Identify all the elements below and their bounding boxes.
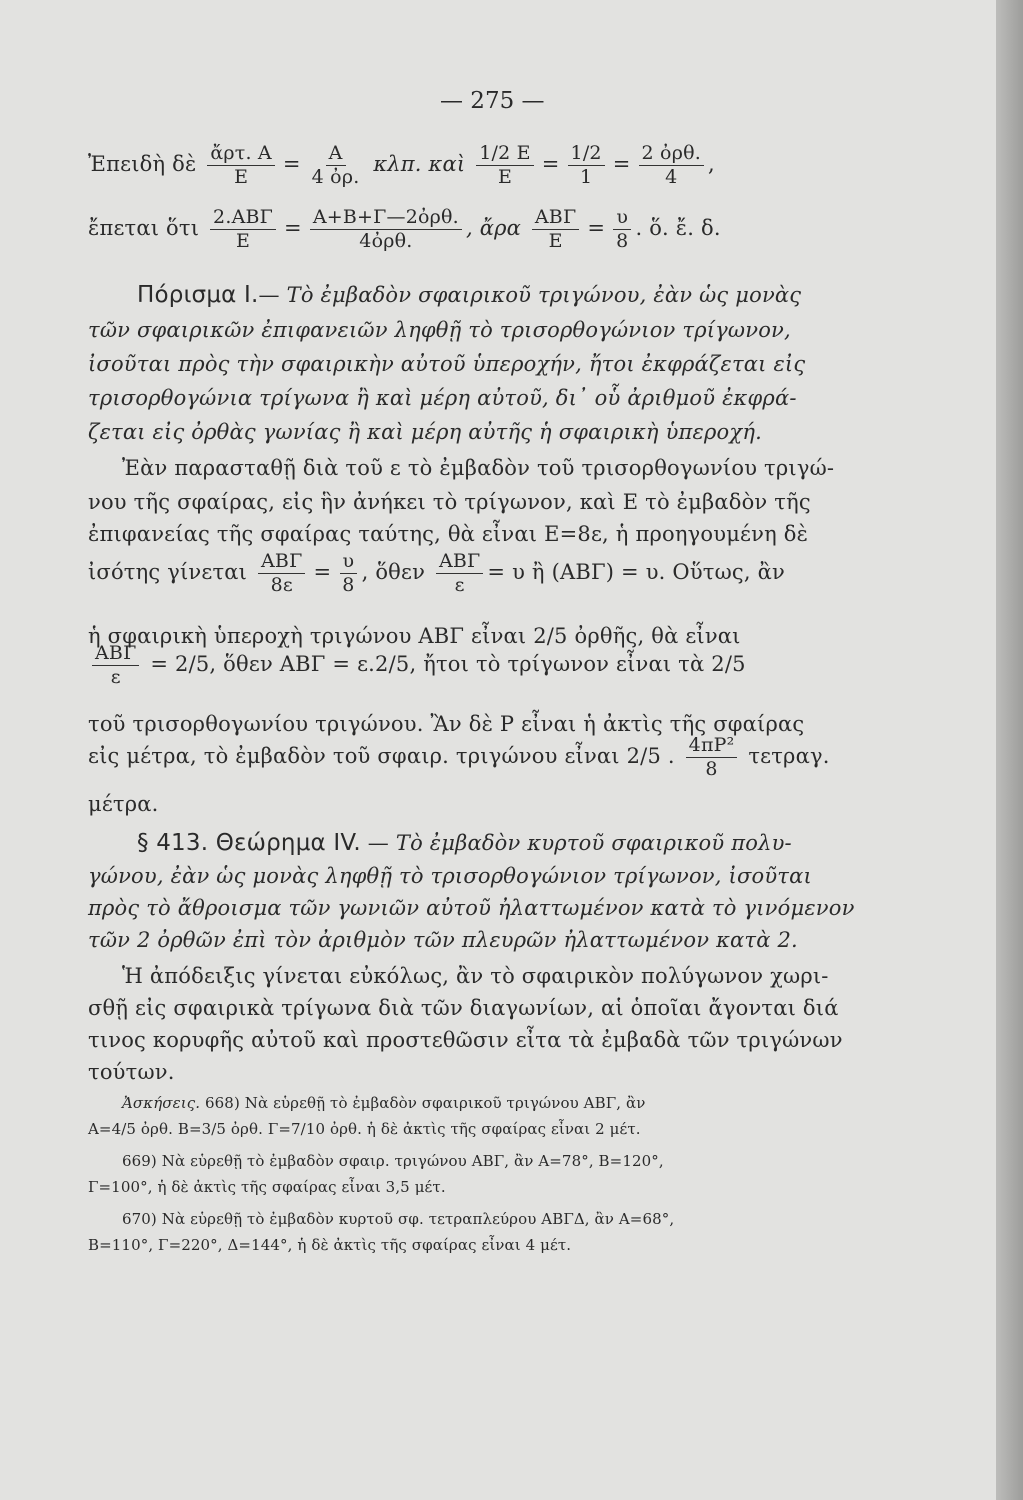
fraction: $\frac{\text{ΑΒΓ}}{8\varepsilon}$ — [258, 550, 305, 597]
exercise-line: Γ=100°, ἡ δὲ ἀκτὶς τῆς σφαίρας εἶναι 3,5 μέτ. — [88, 1178, 446, 1196]
formula-line-1: Ἐπειδὴ δὲ $\frac{\text{ἄρτ. Α}}{E}$ = $\frac{A}{\text{4 ὀρ.}}$ κλπ. καὶ $\frac{1/2 E}{E}$ = $\frac{1/2}{1}$ = $\frac{\text{2 ὀρθ.}}{4}$ , — [88, 142, 715, 188]
porisma-first-line: Πόρισμα I.— Τὸ ἐμβαδὸν σφαιρικοῦ τριγώνου, ἐὰν ὡς μονὰς — [137, 282, 802, 308]
fraction: $\frac{\upsilon}{8}$ — [613, 206, 631, 253]
exercises-label: Ἀσκήσεις. — [122, 1094, 201, 1112]
fraction: $\frac{\text{2 ὀρθ.}}{4}$ — [639, 142, 704, 189]
exercise-line: 669) Νὰ εὑρεθῇ τὸ ἐμβαδὸν σφαιρ. τριγώνου ΑΒΓ, ἂν Α=78°, Β=120°, — [122, 1152, 664, 1170]
porisma-line: τρισορθογώνια τρίγωνα ἢ καὶ μέρη αὐτοῦ, δι᾿ οὗ ἀριθμοῦ ἐκφρά- — [88, 386, 797, 410]
paragraph-line: τοῦ τρισορθογωνίου τριγώνου. Ἂν δὲ Ρ εἶναι ἡ ἀκτὶς τῆς σφαίρας — [88, 712, 805, 736]
fraction: $\frac{\text{Α+Β+Γ—2ὀρθ.}}{\text{4ὀρθ.}}$ — [310, 206, 462, 253]
paragraph-line: ἡ σφαιρικὴ ὑπεροχὴ τριγώνου ΑΒΓ εἶναι 2/5 ὀρθῆς, θὰ εἶναι — [88, 624, 741, 648]
fraction: $\frac{\text{ΑΒΓ}}{\varepsilon}$ — [92, 642, 139, 689]
paragraph-line: νου τῆς σφαίρας, εἰς ἣν ἀνήκει τὸ τρίγωνον, καὶ Ε τὸ ἐμβαδὸν τῆς — [88, 490, 811, 514]
formula-prefix: Ἐπειδὴ δὲ — [88, 151, 197, 176]
fraction: $\frac{\text{ἄρτ. Α}}{E}$ — [207, 142, 275, 189]
porisma-heading: Πόρισμα I. — [137, 282, 259, 308]
theorem-line: πρὸς τὸ ἄθροισμα τῶν γωνιῶν αὐτοῦ ἠλαττωμένον κατὰ τὸ γινόμενον — [88, 896, 855, 920]
proof-line: τούτων. — [88, 1060, 175, 1084]
porisma-line: τῶν σφαιρικῶν ἐπιφανειῶν ληφθῇ τὸ τρισορθογώνιον τρίγωνον, — [88, 318, 791, 342]
page-edge — [996, 0, 1023, 1500]
fraction: $\frac{\text{ΑΒΓ}}{E}$ — [532, 206, 579, 253]
paragraph-line: Ἐὰν παρασταθῇ διὰ τοῦ ε τὸ ἐμβαδὸν τοῦ τρισορθογωνίου τριγώ- — [122, 456, 835, 480]
theorem-first-line: § 413. Θεώρημα IV. — Τὸ ἐμβαδὸν κυρτοῦ σφαιρικοῦ πολυ- — [137, 830, 792, 856]
porisma-line: ἰσοῦται πρὸς τὴν σφαιρικὴν αὐτοῦ ὑπεροχήν, ἤτοι ἐκφράζεται εἰς — [88, 352, 806, 376]
page-number: — 275 — — [440, 88, 545, 114]
formula-line-2: ἔπεται ὅτι $\frac{\text{2.ΑΒΓ}}{E}$ = $\frac{\text{Α+Β+Γ—2ὀρθ.}}{\text{4ὀρθ.}}$ , ἄρα $\frac{\text{ΑΒΓ}}{E}$ = $\frac{\upsilon}{8}$ . ὅ. ἔ. δ. — [88, 206, 721, 252]
fraction: $\frac{\upsilon}{8}$ — [339, 550, 357, 597]
formula-prefix: ἔπεται ὅτι — [88, 215, 200, 240]
fraction: $\frac{\text{4πΡ²}}{8}$ — [686, 734, 738, 781]
exercise-line: Ἀσκήσεις. 668) Νὰ εὑρεθῇ τὸ ἐμβαδὸν σφαιρικοῦ τριγώνου ΑΒΓ, ἂν — [122, 1094, 646, 1112]
exercise-line: 670) Νὰ εὑρεθῇ τὸ ἐμβαδὸν κυρτοῦ σφ. τετραπλεύρου ΑΒΓΔ, ἂν Α=68°, — [122, 1210, 675, 1228]
fraction: $\frac{A}{\text{4 ὀρ.}}$ — [311, 142, 360, 188]
fraction: $\frac{1/2}{1}$ — [568, 142, 605, 189]
fraction: $\frac{1/2 E}{E}$ — [476, 142, 534, 189]
equality-line: ἰσότης γίνεται $\frac{\text{ΑΒΓ}}{8\varepsilon}$ = $\frac{\upsilon}{8}$ , ὅθεν $\frac{\text{ΑΒΓ}}{\varepsilon}$ = υ ἢ (ΑΒΓ) = υ. Οὕτως, ἂν — [88, 550, 785, 596]
proof-line: Ἡ ἀπόδειξις γίνεται εὐκόλως, ἂν τὸ σφαιρικὸν πολύγωνον χωρι- — [122, 964, 829, 988]
proof-line: σθῇ εἰς σφαιρικὰ τρίγωνα διὰ τῶν διαγωνίων, αἱ ὁποῖαι ἄγονται διά — [88, 996, 839, 1020]
proof-line: τινος κορυφῆς αὐτοῦ καὶ προστεθῶσιν εἶτα τὰ ἐμβαδὰ τῶν τριγώνων — [88, 1028, 843, 1052]
fraction: $\frac{\text{ΑΒΓ}}{\varepsilon}$ — [436, 550, 483, 597]
theorem-line: τῶν 2 ὀρθῶν ἐπὶ τὸν ἀριθμὸν τῶν πλευρῶν ἠλαττωμένον κατὰ 2. — [88, 928, 798, 952]
metra-line: εἰς μέτρα, τὸ ἐμβαδὸν τοῦ σφαιρ. τριγώνου εἶναι 2/5 . $\frac{\text{4πΡ²}}{8}$ τετραγ. — [88, 734, 830, 780]
theorem-heading: § 413. Θεώρημα IV. — [137, 830, 361, 856]
fraction-line: $\frac{\text{ΑΒΓ}}{\varepsilon}$ = 2/5, ὅθεν ΑΒΓ = ε.2/5, ἤτοι τὸ τρίγωνον εἶναι τὰ 2/5 — [88, 642, 746, 689]
theorem-line: γώνου, ἐὰν ὡς μονὰς ληφθῇ τὸ τρισορθογώνιον τρίγωνον, ἰσοῦται — [88, 864, 812, 888]
exercise-line: Β=110°, Γ=220°, Δ=144°, ἡ δὲ ἀκτὶς τῆς σφαίρας εἶναι 4 μέτ. — [88, 1236, 572, 1254]
paragraph-line: μέτρα. — [88, 792, 159, 816]
porisma-line: ζεται εἰς ὀρθὰς γωνίας ἢ καὶ μέρη αὐτῆς ἡ σφαιρικὴ ὑπεροχή. — [88, 420, 762, 444]
paragraph-line: ἐπιφανείας τῆς σφαίρας ταύτης, θὰ εἶναι Ε=8ε, ἡ προηγουμένη δὲ — [88, 522, 809, 546]
exercise-line: Α=4/5 ὀρθ. Β=3/5 ὀρθ. Γ=7/10 ὀρθ. ἡ δὲ ἀκτὶς τῆς σφαίρας εἶναι 2 μέτ. — [88, 1120, 641, 1138]
fraction: $\frac{\text{2.ΑΒΓ}}{E}$ — [210, 206, 276, 253]
